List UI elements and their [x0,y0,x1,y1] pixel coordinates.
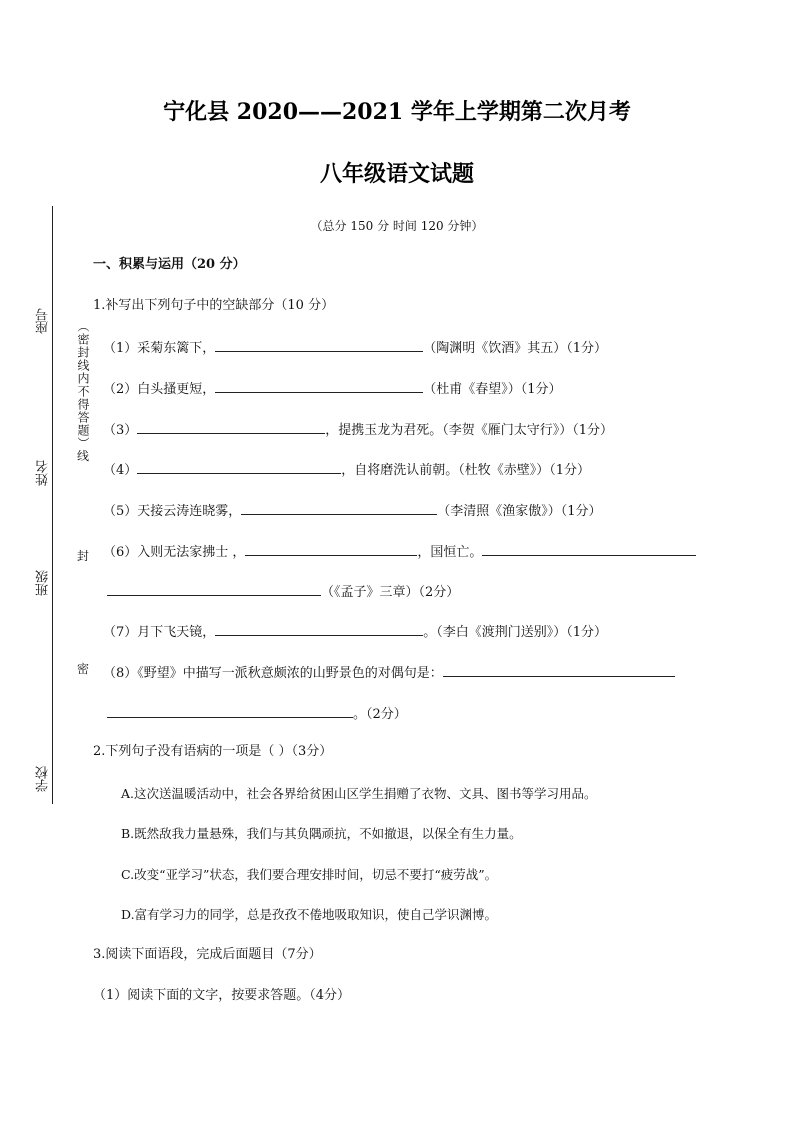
field-class: 班级 [36,570,51,596]
q1-item-8-cont [107,703,407,724]
q2-option-a[interactable]: A.这次送温暖活动中，社会各界给贫困山区学生捐赠了衣物、文具、图书等学习用品。 [121,786,597,801]
q1-item-2 [103,378,562,399]
item-source: （杜甫《春望》）（1分） [423,382,562,397]
seal-mark-line: 线 [77,449,90,463]
answer-blank[interactable] [107,581,321,596]
field-school: 学校 [36,766,51,792]
q2-option-b[interactable]: B.既然敌我力量悬殊，我们与其负隅顽抗，不如撤退，以保全有生力量。 [121,826,522,841]
answer-blank[interactable] [215,378,423,393]
item-source: 。（李白《渡荆门送别》）（1分） [423,625,608,640]
q3-prompt: 3.阅读下面语段，完成后面题目（7分） [93,947,322,962]
section-heading: 一、积累与运用（20 分） [93,257,246,272]
q3-sub-1: （1）阅读下面的文字，按要求答题。（4分） [93,988,351,1003]
answer-blank[interactable] [137,419,325,434]
q1-item-7 [103,621,607,642]
item-text: （7）月下飞天镜， [103,625,216,640]
answer-blank[interactable] [215,337,423,352]
exam-subtitle: 八年级语文试题 [319,161,474,187]
item-text: （5）天接云涛连晓雾， [103,504,242,519]
answer-blank[interactable] [215,621,423,636]
sealing-note: （密封线内不得答题） [76,320,90,450]
item-text: （4） [103,463,138,478]
q1-prompt: 1.补写出下列句子中的空缺部分（10 分） [93,298,335,313]
q2-option-c[interactable]: C.改变“亚学习”状态，我们要合理安排时间，切忌不要打“疲劳战”。 [121,867,498,882]
q1-item-6 [103,541,696,562]
q1-item-6-cont [107,581,459,602]
item-text: （6）入则无法家拂士 ， [103,545,246,560]
answer-blank[interactable] [137,459,341,474]
q1-item-5 [103,500,602,521]
q1-item-4 [103,459,590,480]
item-source: （陶渊明《饮酒》其五）（1分） [423,341,608,356]
q1-item-1 [103,337,607,358]
answer-blank[interactable] [245,541,417,556]
answer-blank[interactable] [107,703,353,718]
answer-blank[interactable] [443,662,675,677]
q1-item-3 [103,419,613,440]
q2-prompt: 2.下列句子没有语病的一项是（ ）（3分） [93,744,333,759]
item-source: ，自将磨洗认前朝。（杜牧《赤壁》）（1分） [341,463,591,478]
binding-line [52,206,53,804]
item-text: （2）白头搔更短， [103,382,216,397]
item-source: 。（2分） [353,707,407,722]
seal-mark-seal: 封 [77,549,90,563]
item-text: （3） [103,423,138,438]
answer-blank[interactable] [482,541,696,556]
item-source: （李清照《渔家傲》）（1分） [437,504,602,519]
item-source: （《孟子》三章）（2分） [321,585,460,600]
item-source: ，提携玉龙为君死。（李贺《雁门太守行》）（1分） [325,423,614,438]
answer-blank[interactable] [241,500,437,515]
item-text-mid: ，国恒亡。 [417,545,483,560]
field-name: 姓名 [36,460,51,486]
q1-item-8 [103,662,675,683]
exam-title: 宁化县 2020——2021 学年上学期第二次月考 [163,99,631,125]
seal-mark-secret: 密 [77,662,90,676]
item-text: （8）《野望》中描写一派秋意颇浓的山野景色的对偶句是： [103,666,443,681]
field-seat-number: 座号 [36,308,51,334]
exam-info: （总分 150 分 时间 120 分钟） [310,219,484,233]
item-text: （1）采菊东篱下， [103,341,216,356]
q2-option-d[interactable]: D.富有学习力的同学，总是孜孜不倦地吸取知识，使自己学识渊博。 [121,907,498,922]
